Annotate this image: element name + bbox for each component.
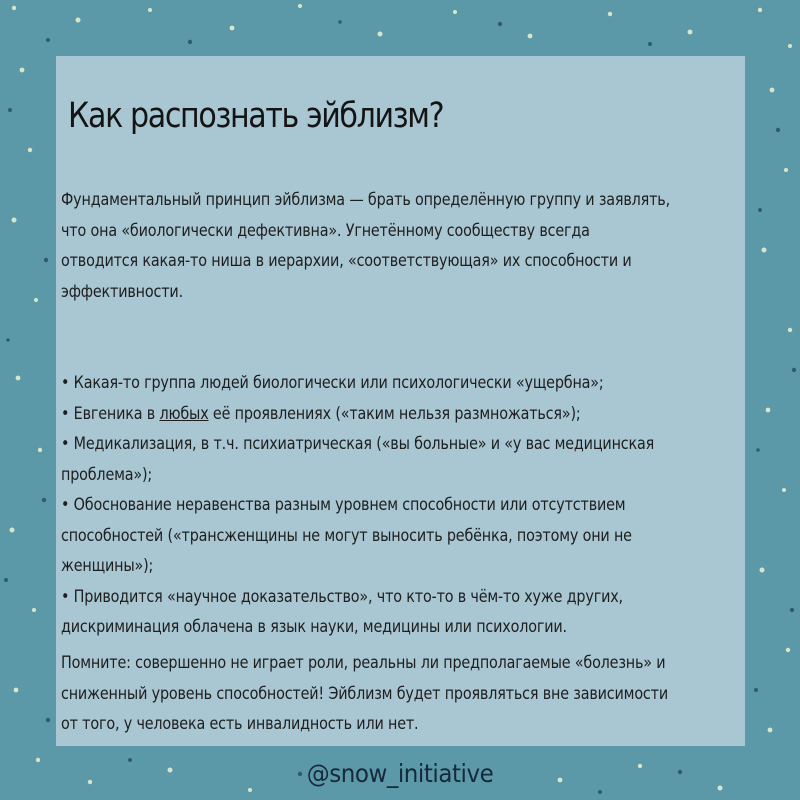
bullet-item-continuation: дискриминация облачена в язык науки, медицины или психологии. [61, 617, 567, 636]
account-handle: @snow_initiative [306, 759, 494, 788]
intro-line: отводится какая-то ниша в иерархии, «соответствующая» их способности и [61, 251, 632, 270]
bullet-text: • Евгеника в [61, 403, 160, 423]
bullet-item-continuation: проблема»); [61, 464, 153, 484]
intro-line: эффективности. [61, 281, 183, 301]
bullet-item: • Медикализация, в т.ч. психиатрическая («вы больные» и «у вас медицинская [61, 434, 655, 453]
reminder-paragraph [61, 648, 670, 740]
reminder-line: сниженный уровень способностей! Эйблизм будет проявляться вне зависимости [61, 683, 669, 703]
bullet-item: • Обоснование неравенства разным уровнем способности или отсутствием [61, 495, 626, 514]
content-card [56, 56, 745, 746]
bullet-list [61, 368, 670, 643]
bullet-text: её проявлениях («таким нельзя размножаться»); [208, 403, 581, 423]
underlined-word: любых [159, 403, 209, 423]
intro-line: Фундаментальный принцип эйблизма — брать определённую группу и заявлять, [61, 190, 670, 209]
bullet-item: • Какая-то группа людей биологически или психологически «ущербна»; [61, 373, 604, 392]
bullet-item: • Приводится «научное доказательство», что кто-то в чём-то хуже других, [61, 586, 623, 606]
reminder-line: от того, у человека есть инвалидность или нет. [61, 714, 419, 733]
bullet-item-continuation: женщины»); [61, 556, 154, 575]
intro-paragraph [61, 185, 670, 307]
bullet-item [61, 399, 670, 430]
bullet-item-continuation: способностей («трансженщины не могут выносить ребёнка, поэтому они не [61, 525, 632, 545]
reminder-line: Помните: совершенно не играет роли, реальны ли предполагаемые «болезнь» и [61, 653, 666, 672]
intro-line: что она «биологически дефективна». Угнетённому сообществу всегда [61, 220, 590, 240]
post-title: Как распознать эйблизм? [68, 96, 444, 136]
